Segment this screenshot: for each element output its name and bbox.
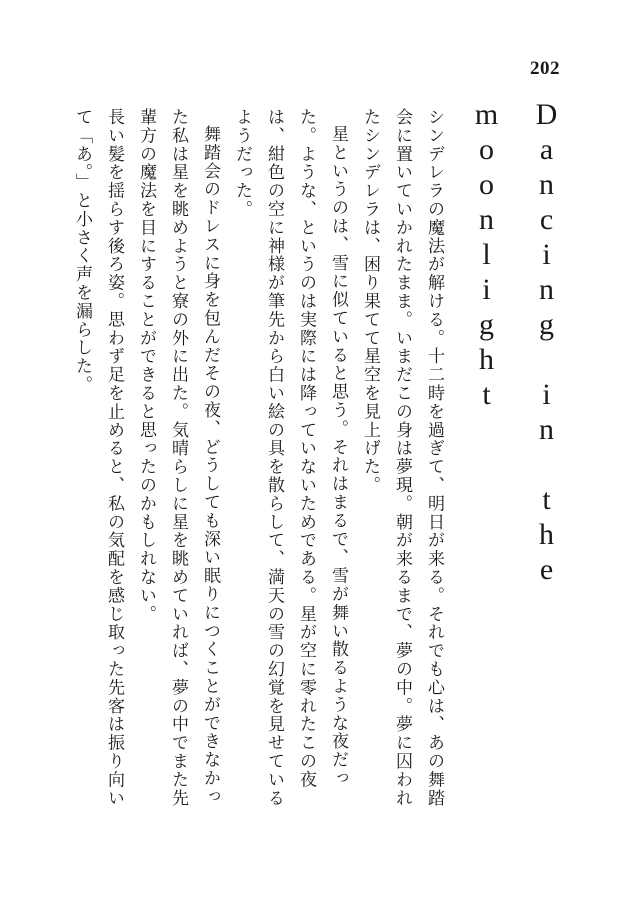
chapter-title: Dancing in the moonlight <box>470 98 563 588</box>
paragraph: 長い髪を揺らす後ろ姿。思わず足を止めると、私の気配を感じ取った先客は振り向いて「あ。」と小さく声を漏らした。 <box>72 108 124 808</box>
body-text <box>72 108 450 820</box>
paragraph: 星というのは、雪に似ていると思う。それはまるで、雪が舞い散るような夜だった。ような、というのは実際には降っていないためである。星が空に零れたこの夜は、紺色の空に神様が筆先から白い絵の具を散らして、満天の雪の幻覚を見せているようだった。 <box>232 108 348 808</box>
paragraph: 舞踏会のドレスに身を包んだその夜、どうしても深い眠りにつくことができなかった私は星を眺めようと寮の外に出た。気晴らしに星を眺めていれば、夢の中でまた先輩方の魔法を目にすることができると思ったのかもしれない。 <box>136 108 220 808</box>
paragraph: シンデレラの魔法が解ける。十二時を過ぎて、明日が来る。それでも心は、あの舞踏会に置いていかれたまま。いまだこの身は夢現。朝が来るまで、夢の中。夢に囚われたシンデレラは、困り果てて星空を見上げた。 <box>360 108 444 808</box>
page-number: 202 <box>530 58 560 79</box>
